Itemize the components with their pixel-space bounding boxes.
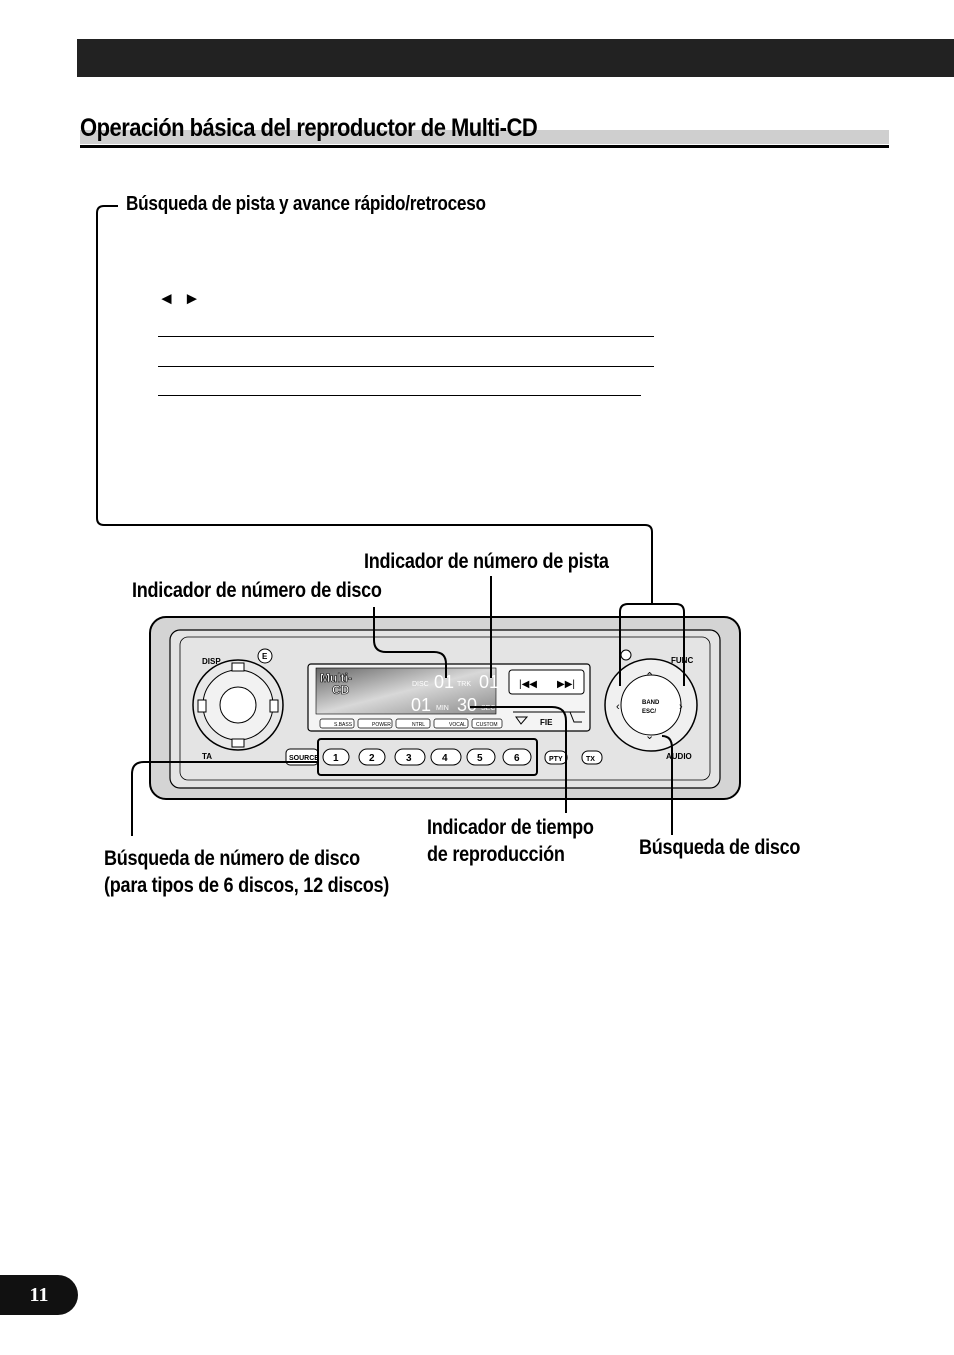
up-arrow-icon[interactable]: ⌃ xyxy=(645,671,655,683)
source-button[interactable]: SOURCE xyxy=(289,755,319,762)
track-back-icon: |◀◀ xyxy=(519,679,537,690)
left-right-arrows-icon: ◄ ► xyxy=(158,289,203,308)
mode-text-2: CD xyxy=(332,683,350,697)
minutes-value: 01 xyxy=(411,695,432,715)
eq-label-custom: CUSTOM xyxy=(476,722,498,728)
mode-text-1: Multi- xyxy=(320,671,352,685)
disp-label: DISP xyxy=(202,657,221,666)
number-button-5[interactable]: 5 xyxy=(477,753,483,764)
eq-label-power: POWER xyxy=(372,722,391,728)
ta-label: TA xyxy=(202,752,213,761)
audio-label: AUDIO xyxy=(666,752,692,761)
page-number: 11 xyxy=(0,1275,78,1315)
volume-knob[interactable] xyxy=(193,660,283,750)
number-button-2[interactable]: 2 xyxy=(369,753,375,764)
min-unit: MIN xyxy=(436,705,449,712)
eq-label-ntrl: NTRL xyxy=(412,722,426,728)
number-button-1[interactable]: 1 xyxy=(333,753,339,764)
track-prefix: TRK xyxy=(457,681,471,688)
number-button-3[interactable]: 3 xyxy=(406,753,412,764)
seconds-value: 30 xyxy=(457,695,478,715)
eq-label-vocal: VOCAL xyxy=(449,722,466,728)
down-arrow-icon[interactable]: ⌄ xyxy=(645,730,655,742)
pty-button[interactable]: PTY xyxy=(549,756,563,763)
left-arrow-icon[interactable]: ‹ xyxy=(616,701,620,713)
tx-button[interactable]: TX xyxy=(586,756,595,763)
subsection-heading: Búsqueda de pista y avance rápido/retroceso xyxy=(126,193,486,215)
disc-prefix: DISC xyxy=(412,681,429,688)
disc-number-search-callout-1: Búsqueda de número de disco xyxy=(104,847,360,870)
right-arrow-icon[interactable]: › xyxy=(679,701,683,713)
disc-number-search-callout-2: (para tipos de 6 discos, 12 discos) xyxy=(104,874,390,897)
number-button-4[interactable]: 4 xyxy=(442,753,448,764)
time-indicator-callout-1: Indicador de tiempo xyxy=(427,816,594,839)
time-indicator-callout-2: de reproducción xyxy=(427,843,565,866)
disc-search-callout: Búsqueda de disco xyxy=(639,836,801,859)
track-number: 01 xyxy=(479,672,500,692)
track-forward-icon: ▶▶| xyxy=(557,679,575,690)
number-button-6[interactable]: 6 xyxy=(514,753,520,764)
e-button[interactable]: E xyxy=(262,652,268,661)
fie-label: FIE xyxy=(540,718,553,727)
track-indicator-callout: Indicador de número de pista xyxy=(364,550,609,573)
eq-label-sbass: S.BASS xyxy=(334,722,353,728)
disc-number: 01 xyxy=(434,672,455,692)
func-label: FUNC xyxy=(671,656,694,665)
band-label: BAND xyxy=(642,700,660,706)
disc-indicator-callout: Indicador de número de disco xyxy=(132,579,382,602)
sec-unit: SEC xyxy=(481,705,496,712)
esc-label: ESC/ xyxy=(642,709,657,715)
eq-labels xyxy=(320,719,502,728)
section-title-text: Operación básica del reproductor de Multi-CD xyxy=(80,114,538,142)
